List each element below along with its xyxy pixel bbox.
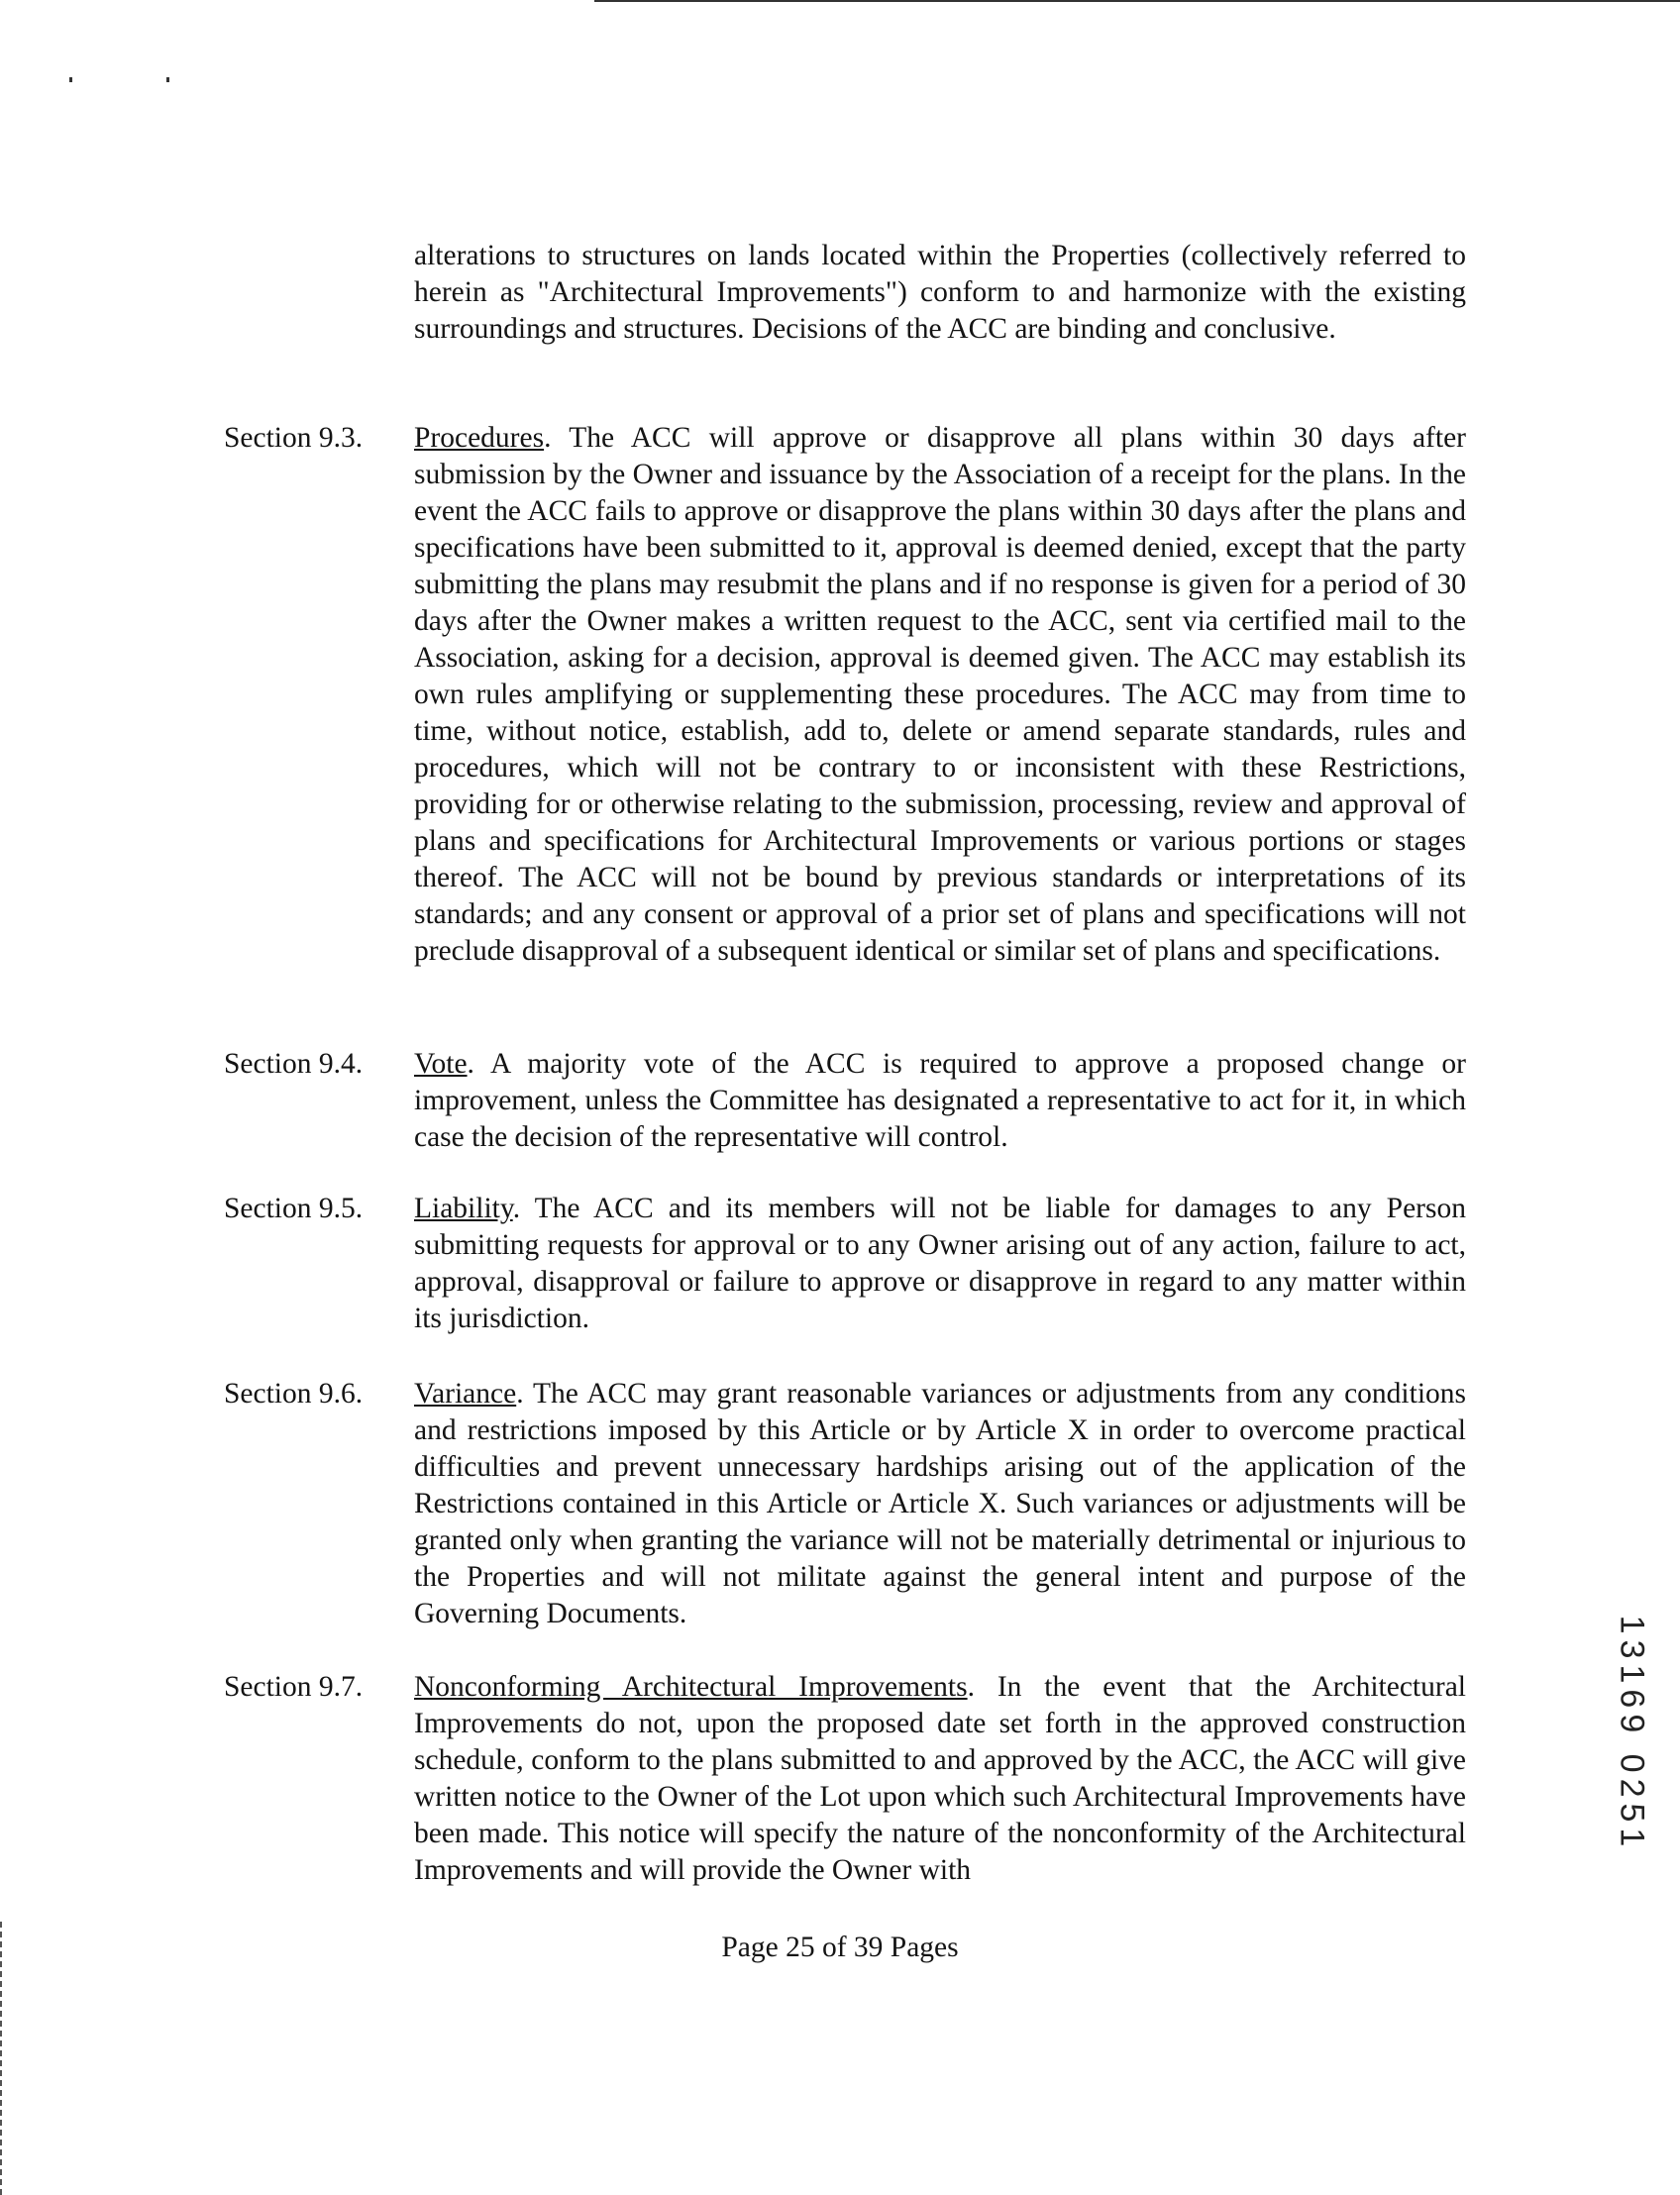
section-9-4-label: Section 9.4. (224, 1048, 364, 1080)
section-9-3-paragraph (414, 420, 1466, 970)
section-9-7-paragraph (414, 1669, 1466, 1889)
section-9-6-text: . The ACC may grant reasonable variances or adjustments from any conditions and restrictions imposed by this Article or by Article X in order to overcome practical difficulties and prevent unnecessary hardships arising out of the application of the Restrictions contained in this Article or Article X. Such variances or adjustments will be granted only when granting the variance will not be materially detrimental or injurious to the Properties and will not militate against the general intent and purpose of the Governing Documents. (414, 1378, 1466, 1629)
section-9-3-text: . The ACC will approve or disapprove all plans within 30 days after submission by the Owner and issuance by the Association of a receipt for the plans. In the event the ACC fails to approve or disapprove the plans within 30 days after the plans and specifications have been submitted to it, approval is deemed denied, except that the party submitting the plans may resubmit the plans and if no response is given for a period of 30 days after the Owner makes a written request to the ACC, sent via certified mail to the Association, asking for a decision, approval is deemed given. The ACC may establish its own rules amplifying or supplementing these procedures. The ACC may from time to time, without notice, establish, add to, delete or amend separate standards, rules and procedures, which will not be contrary to or inconsistent with these Restrictions, providing for or otherwise relating to the submission, processing, review and approval of plans and specifications for Architectural Improvements or various portions or stages thereof. The ACC will not be bound by previous standards or interpretations of its standards; and any consent or approval of a prior set of plans and specifications will not preclude disapproval of a subsequent identical or similar set of plans and specifications. (414, 422, 1466, 967)
margin-record-stamp-text: 13169 0251 (1613, 1615, 1651, 1852)
section-9-5-text: . The ACC and its members will not be liable for damages to any Person submitting requests for approval or to any Owner arising out of any action, failure to act, approval, disapproval or failure to approve or disapprove in regard to any matter within its jurisdiction. (414, 1193, 1466, 1334)
section-9-7-text: . In the event that the Architectural Improvements do not, upon the proposed date set forth in the approved construction schedule, conform to the plans submitted to and approved by the ACC, the ACC will give written notice to the Owner of the Lot upon which such Architectural Improvements have been made. This notice will specify the nature of the nonconformity of the Architectural Improvements and will provide the Owner with (414, 1671, 1466, 1886)
section-9-5-label: Section 9.5. (224, 1193, 364, 1224)
section-9-7-label: Section 9.7. (224, 1671, 364, 1703)
section-9-6-heading: Variance (414, 1378, 517, 1410)
section-9-6-paragraph (414, 1376, 1466, 1632)
section-9-4-text: . A majority vote of the ACC is required to approve a proposed change or improvement, unless the Committee has designated a representative to act for it, in which case the decision of the representative will control. (414, 1048, 1466, 1153)
section-9-5-heading: Liability (414, 1193, 513, 1224)
margin-record-stamp (1607, 1595, 1656, 1872)
section-9-7-heading: Nonconforming Architectural Improvements (414, 1671, 968, 1703)
intro-paragraph: alterations to structures on lands located within the Properties (collectively referred to herein as "Architectural Improvements") conform to and harmonize with the existing surroundings and structures. Decisions of the ACC are binding and conclusive. (414, 240, 1466, 345)
section-9-3-heading: Procedures (414, 422, 545, 454)
section-9-3-label: Section 9.3. (224, 422, 364, 454)
section-9-4-heading: Vote (414, 1048, 468, 1080)
page-number-footer: Page 25 of 39 Pages (721, 1932, 959, 1963)
section-9-6-label: Section 9.6. (224, 1378, 364, 1410)
section-9-4-paragraph (414, 1046, 1466, 1156)
section-9-5-paragraph (414, 1191, 1466, 1337)
